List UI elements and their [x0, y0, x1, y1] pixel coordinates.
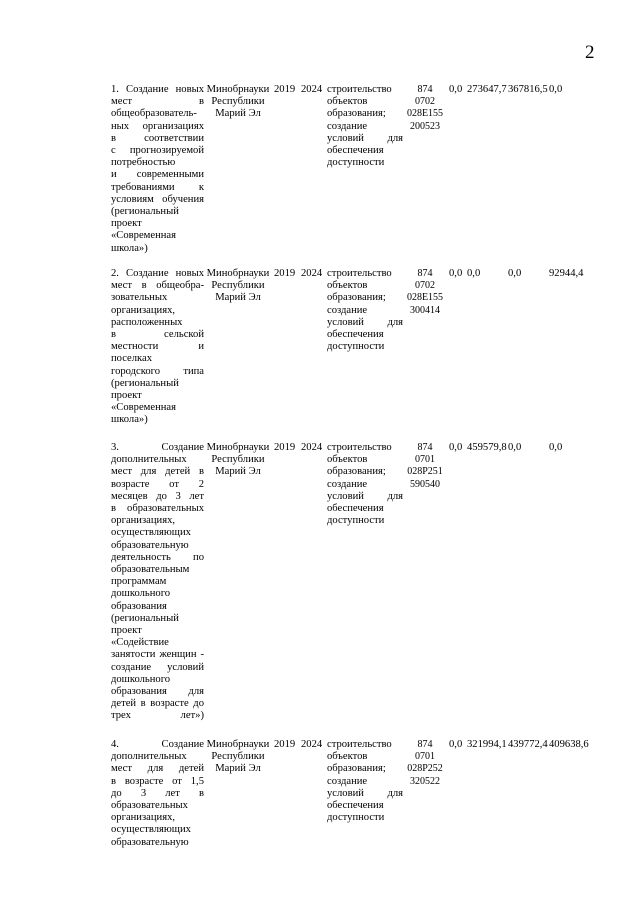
budget-code-line: 028E155 — [406, 108, 444, 120]
measure-name-line: школа») — [111, 414, 148, 426]
funding-value: 92944,4 — [549, 268, 584, 279]
measure-name-line: и современными — [111, 169, 204, 181]
year-end: 2024 — [301, 442, 323, 453]
measure-name-line: программам — [111, 576, 167, 588]
direction-line: строительство — [327, 268, 392, 279]
measure-name-line: требованиями к — [111, 181, 204, 193]
measure-name-line: школа») — [111, 242, 148, 254]
measure-name-line: создание условий — [111, 661, 204, 673]
funding-value: 273647,7 — [467, 84, 507, 95]
direction-line: объектов — [327, 280, 368, 292]
measure-name — [111, 84, 204, 255]
measure-name-line: общеобразователь- — [111, 108, 197, 120]
direction-line: строительство — [327, 442, 392, 453]
direction-line: условий для — [327, 490, 403, 502]
budget-code — [403, 442, 447, 491]
direction-line: создание — [327, 120, 368, 132]
measure-name-line: осуществляющих — [111, 824, 191, 836]
direction-line: доступности — [327, 515, 385, 527]
measure-name-line: мест для детей — [111, 763, 204, 775]
measure-name-line: с прогнозируемой — [111, 145, 204, 157]
measure-name-line: зовательных — [111, 292, 168, 304]
budget-code-line: 028P252 — [407, 763, 443, 775]
measure-name-line: дополнительных — [111, 454, 187, 466]
year-end: 2024 — [301, 84, 323, 95]
measure-name-line: возрасте от 2 — [111, 478, 204, 490]
budget-code-line: 874 — [417, 442, 433, 453]
year-start: 2019 — [274, 84, 296, 95]
measure-name-line: организациях, — [111, 515, 176, 527]
measure-name-line: деятельность по — [111, 551, 204, 563]
direction-line: объектов — [327, 96, 368, 108]
direction-line: обеспечения — [327, 329, 384, 341]
measure-name-line: в возрасте от 1,5 — [111, 775, 204, 787]
direction-line: доступности — [327, 812, 385, 824]
funding-value: 0,0 — [449, 84, 463, 95]
responsible-org: Минобрнауки Республики Марий Эл — [206, 442, 270, 478]
budget-code — [403, 84, 447, 133]
measure-name-line: (региональный — [111, 612, 179, 624]
funding-value: 439772,4 — [508, 739, 548, 750]
year-end: 2024 — [301, 268, 323, 279]
year-start: 2019 — [274, 739, 296, 750]
measure-name-line: детей в возрасте до — [111, 698, 204, 710]
measure-name-line: мест в — [111, 96, 204, 108]
funding-value: 0,0 — [508, 442, 522, 453]
measure-name-line: расположенных — [111, 316, 183, 328]
budget-code-line: 200523 — [410, 120, 440, 132]
direction-line: обеспечения — [327, 800, 384, 812]
budget-code-line: 028E155 — [406, 292, 444, 304]
measure-name-line: местности и — [111, 341, 204, 353]
measure-name-line: организациях, — [111, 812, 176, 824]
direction-text — [327, 739, 403, 824]
measure-name-line: организациях, — [111, 304, 176, 316]
page-number: 2 — [585, 42, 595, 63]
direction-line: образования; — [327, 292, 386, 304]
budget-code-line: 0702 — [415, 280, 435, 292]
measure-name-line: проект — [111, 218, 142, 230]
funding-value: 0,0 — [549, 84, 563, 95]
measure-name-line: «Современная — [111, 230, 176, 242]
direction-line: образования; — [327, 466, 386, 478]
measure-name-line: потребностью — [111, 157, 176, 169]
measure-name-line: образовательных — [111, 800, 188, 812]
direction-text — [327, 268, 403, 353]
measure-name-line: дополнительных — [111, 751, 187, 763]
budget-code-line: 874 — [417, 739, 433, 750]
measure-name-line: проект — [111, 625, 142, 637]
measure-name-line: 4. Создание — [111, 739, 204, 750]
measure-name-line: «Содействие — [111, 637, 169, 649]
measure-name-line: дошкольного — [111, 673, 171, 685]
direction-line: строительство — [327, 739, 392, 750]
direction-text — [327, 84, 403, 169]
direction-line: строительство — [327, 84, 392, 95]
direction-text — [327, 442, 403, 527]
measure-name-line: образования — [111, 600, 167, 612]
direction-line: образования; — [327, 763, 386, 775]
measure-name-line: «Современная — [111, 402, 176, 414]
direction-line: обеспечения — [327, 145, 384, 157]
direction-line: доступности — [327, 341, 385, 353]
measure-name-line: проект — [111, 390, 142, 402]
measure-name-line: (региональный — [111, 206, 179, 218]
funding-value: 409638,6 — [549, 739, 589, 750]
direction-line: условий для — [327, 132, 403, 144]
measure-name-line: 1. Создание новых — [111, 84, 204, 95]
measure-name-line: дошкольного — [111, 588, 171, 600]
measure-name — [111, 442, 204, 723]
measure-name-line: (региональный — [111, 377, 179, 389]
budget-code-line: 0702 — [415, 96, 435, 108]
direction-line: условий для — [327, 316, 403, 328]
direction-line: создание — [327, 478, 368, 490]
measure-name-line: мест в общеобра- — [111, 280, 204, 292]
direction-line: объектов — [327, 454, 368, 466]
measure-name-line: в соответствии — [111, 132, 204, 144]
funding-value: 0,0 — [449, 739, 463, 750]
measure-name-line: образования для — [111, 686, 204, 698]
measure-name-line: в сельской — [111, 329, 204, 341]
budget-code — [403, 739, 447, 788]
direction-line: образования; — [327, 108, 386, 120]
direction-line: создание — [327, 775, 368, 787]
budget-code-line: 320522 — [410, 775, 440, 787]
budget-code-line: 590540 — [410, 478, 440, 490]
year-end: 2024 — [301, 739, 323, 750]
measure-name-line: в образовательных — [111, 503, 204, 515]
funding-value: 0,0 — [508, 268, 522, 279]
measure-name-line: занятости женщин - — [111, 649, 204, 661]
measure-name-line: трех лет») — [111, 710, 204, 722]
measure-name-line: месяцев до 3 лет — [111, 490, 204, 502]
measure-name — [111, 268, 204, 427]
responsible-org: Минобрнауки Республики Марий Эл — [206, 84, 270, 120]
budget-code-line: 300414 — [410, 304, 440, 316]
measure-name-line: образовательную — [111, 539, 189, 551]
funding-value: 0,0 — [467, 268, 481, 279]
budget-code-line: 0701 — [415, 454, 435, 466]
measure-name-line: ных организациях — [111, 120, 204, 132]
funding-value: 459579,8 — [467, 442, 507, 453]
funding-value: 321994,1 — [467, 739, 507, 750]
measure-name-line: 2. Создание новых — [111, 268, 204, 279]
measure-name-line: мест для детей в — [111, 466, 204, 478]
measure-name-line: образовательным — [111, 564, 190, 576]
measure-name-line: до 3 лет в — [111, 787, 204, 799]
measure-name-line: условиям обучения — [111, 193, 204, 205]
responsible-org: Минобрнауки Республики Марий Эл — [206, 268, 270, 304]
measure-name-line: образовательную — [111, 836, 189, 848]
budget-code-line: 028P251 — [407, 466, 443, 478]
direction-line: обеспечения — [327, 503, 384, 515]
budget-code-line: 0701 — [415, 751, 435, 763]
funding-value: 0,0 — [449, 442, 463, 453]
year-start: 2019 — [274, 442, 296, 453]
budget-code-line: 874 — [417, 84, 433, 95]
budget-code — [403, 268, 447, 317]
measure-name-line: 3. Создание — [111, 442, 204, 453]
direction-line: условий для — [327, 787, 403, 799]
measure-name-line: поселках — [111, 353, 153, 365]
year-start: 2019 — [274, 268, 296, 279]
direction-line: доступности — [327, 157, 385, 169]
measure-name-line: городского типа — [111, 365, 204, 377]
responsible-org: Минобрнауки Республики Марий Эл — [206, 739, 270, 775]
funding-value: 367816,5 — [508, 84, 548, 95]
budget-code-line: 874 — [417, 268, 433, 279]
direction-line: создание — [327, 304, 368, 316]
funding-value: 0,0 — [549, 442, 563, 453]
measure-name-line: осуществляющих — [111, 527, 191, 539]
funding-value: 0,0 — [449, 268, 463, 279]
direction-line: объектов — [327, 751, 368, 763]
measure-name — [111, 739, 204, 849]
